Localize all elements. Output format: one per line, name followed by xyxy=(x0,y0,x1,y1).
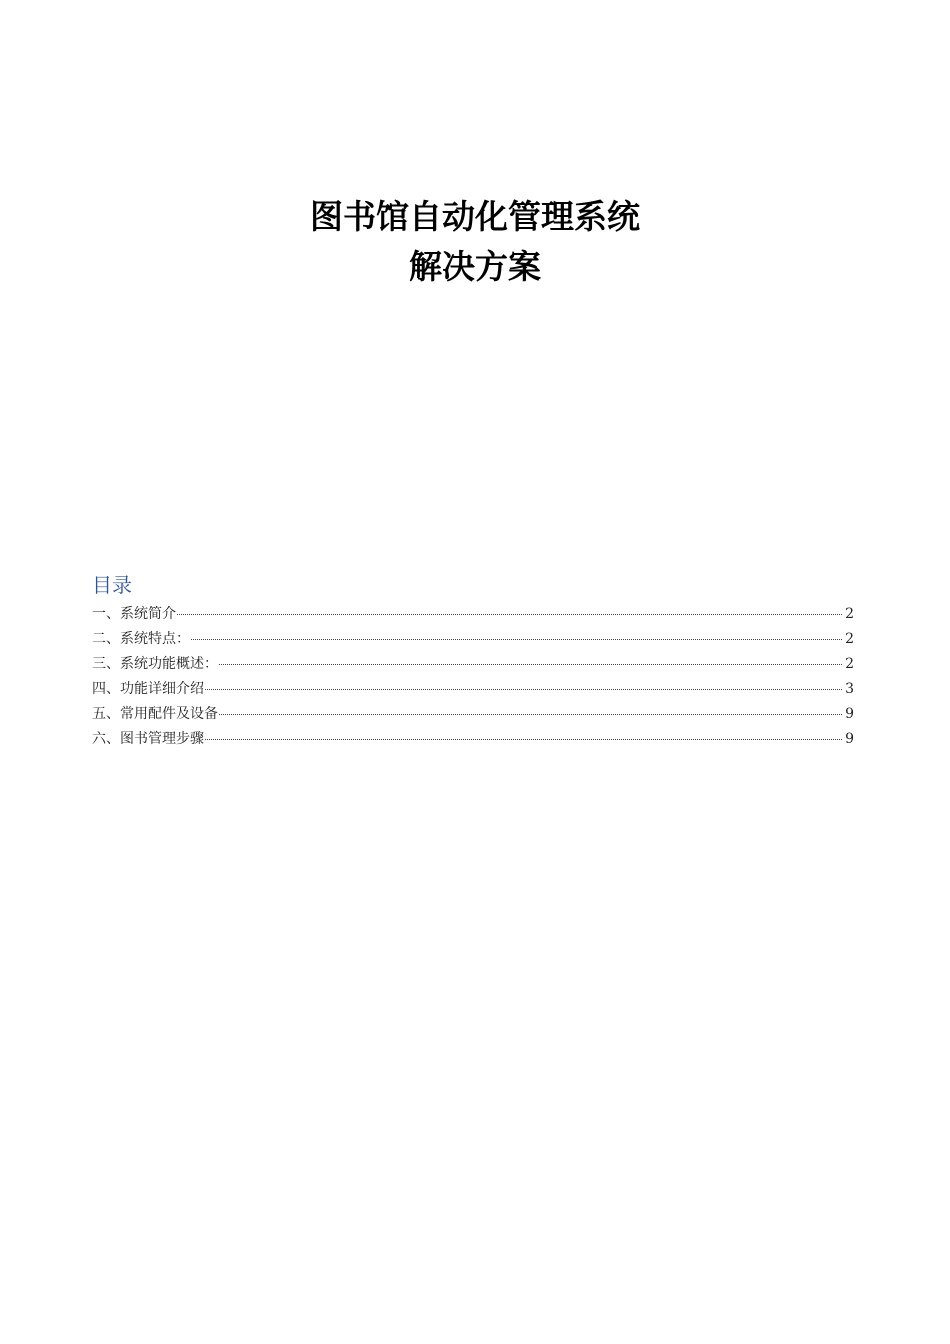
toc-item-4[interactable] xyxy=(92,677,854,702)
toc-dot-leader xyxy=(205,739,842,740)
toc-list xyxy=(92,602,854,752)
toc-item-label: 六、图书管理步骤 xyxy=(92,731,204,747)
toc-dot-leader xyxy=(177,614,842,615)
document-title-line-1: 图书馆自动化管理系统 xyxy=(310,197,640,236)
toc-item-page: 2 xyxy=(845,631,854,647)
toc-dot-leader xyxy=(191,639,842,640)
toc-item-label: 二、系统特点： xyxy=(92,631,190,647)
toc-item-page: 9 xyxy=(845,731,854,747)
toc-item-label: 三、系统功能概述： xyxy=(92,656,218,672)
toc-item-page: 2 xyxy=(845,656,854,672)
toc-item-3[interactable] xyxy=(92,652,854,677)
toc-item-label: 一、系统简介 xyxy=(92,606,176,622)
toc-item-6[interactable] xyxy=(92,727,854,752)
toc-item-label: 五、常用配件及设备 xyxy=(92,706,218,722)
toc-heading: 目录 xyxy=(92,573,132,597)
toc-dot-leader xyxy=(205,689,842,690)
toc-item-1[interactable] xyxy=(92,602,854,627)
toc-item-5[interactable] xyxy=(92,702,854,727)
document-title-line-2: 解决方案 xyxy=(409,247,541,286)
toc-item-2[interactable] xyxy=(92,627,854,652)
table-of-contents xyxy=(92,570,854,752)
toc-dot-leader xyxy=(219,664,842,665)
toc-dot-leader xyxy=(219,714,842,715)
toc-item-page: 3 xyxy=(845,681,854,697)
toc-item-label: 四、功能详细介绍 xyxy=(92,681,204,697)
toc-item-page: 9 xyxy=(845,706,854,722)
toc-item-page: 2 xyxy=(845,606,854,622)
document-title xyxy=(0,192,950,292)
